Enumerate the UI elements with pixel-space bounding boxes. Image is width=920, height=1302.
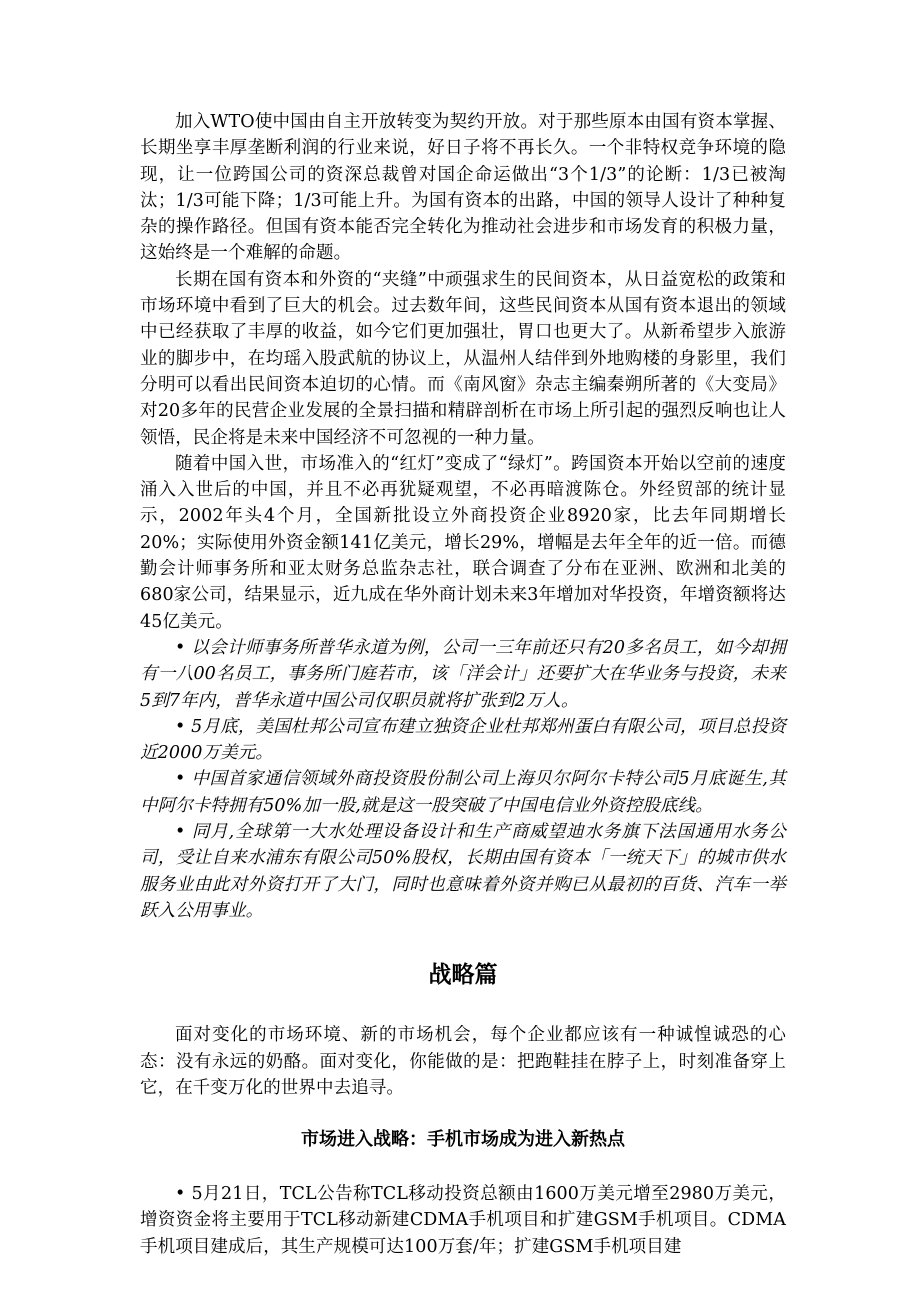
bullet-alcatel: • 中国首家通信领域外商投资股份制公司上海贝尔阿尔卡特公司5月底诞生,其中阿尔卡特拥有50%加一股,就是这一股突破了中国电信业外资控股底线。 <box>140 769 786 816</box>
paragraph-wto: 加入WTO使中国由自主开放转变为契约开放。对于那些原本由国有资本掌握、长期坐享丰厚垄断利润的行业来说，好日子将不再长久。一个非特权竞争环境的隐现，让一位跨国公司的资深总裁曾对国企命运做出“3个1/3”的论断：1/3已被淘汰；1/3可能下降；1/3可能上升。为国有资本的出路，中国的领导人设计了种种复杂的操作路径。但国有资本能否完全转化为推动社会进步和市场发育的积极力量，这始终是一个难解的命题。 <box>140 112 786 264</box>
paragraph-tcl: • 5月21日，TCL公告称TCL移动投资总额由1600万美元增至2980万美元，增资资金将主要用于TCL移动新建CDMA手机项目和扩建GSM手机项目。CDMA手机项目建成后，其生产规模可达100万套/年；扩建GSM手机项目建 <box>140 1184 786 1257</box>
paragraph-private-capital: 长期在国有资本和外资的“夹缝”中顽强求生的民间资本，从日益宽松的政策和市场环境中看到了巨大的机会。过去数年间，这些民间资本从国有资本退出的领域中已经获取了丰厚的收益，如今它们更加强壮，胃口也更大了。从新希望步入旅游业的脚步中，在均瑶入股武航的协议上，从温州人结伴到外地购楼的身影里，我们分明可以看出民间资本迫切的心情。而《南风窗》杂志主编秦朔所著的《大变局》对20多年的民营企业发展的全景扫描和精辟剖析在市场上所引起的强烈反响也让人领悟，民企将是未来中国经济不可忽视的一种力量。 <box>140 269 786 448</box>
bullet-vivendi: • 同月,全球第一大水处理设备设计和生产商威望迪水务旗下法国通用水务公司，受让自来水浦东有限公司50%股权，长期由国有资本「一统天下」的城市供水服务业由此对外资打开了大门，同时也意味着外资并购已从最初的百货、汽车一举跃入公用事业。 <box>140 822 786 921</box>
document-page <box>140 109 786 1260</box>
section-title: 战略篇 <box>428 962 498 989</box>
bullet-dupont: • 5月底，美国杜邦公司宣布建立独资企业杜邦郑州蛋白有限公司，项目总投资近2000万美元。 <box>140 716 786 764</box>
paragraph-foreign-capital: 随着中国入世，市场准入的“红灯”变成了“绿灯”。跨国资本开始以空前的速度涌入入世后的中国，并且不必再犹疑观望，不必再暗渡陈仓。外经贸部的统计显示，2002年头4个月，全国新批设立外商投资企业8920家，比去年同期增长20%；实际使用外资金额141亿美元，增长29%，增幅是去年全年的近一倍。而德勤会计师事务所和亚太财务总监杂志社，联合调查了分布在亚洲、欧洲和北美的680家公司，结果显示，近九成在华外商计划未来3年增加对华投资，年增资额将达45亿美元。 <box>140 453 786 632</box>
bullet-pwc: • 以会计师事务所普华永道为例，公司一三年前还只有20多名员工，如今却拥有一八00名员工，事务所门庭若市，该「洋会计」还要扩大在华业务与投资，未来5到7年内，普华永道中国公司仅职员就将扩张到2万人。 <box>140 637 786 711</box>
section-intro-paragraph: 面对变化的市场环境、新的市场机会，每个企业都应该有一种诚惶诚恐的心态：没有永远的奶酪。面对变化，你能做的是：把跑鞋挂在脖子上，时刻准备穿上它，在千变万化的世界中去追寻。 <box>140 1025 786 1098</box>
subsection-title: 市场进入战略：手机市场成为进入新热点 <box>301 1129 625 1151</box>
